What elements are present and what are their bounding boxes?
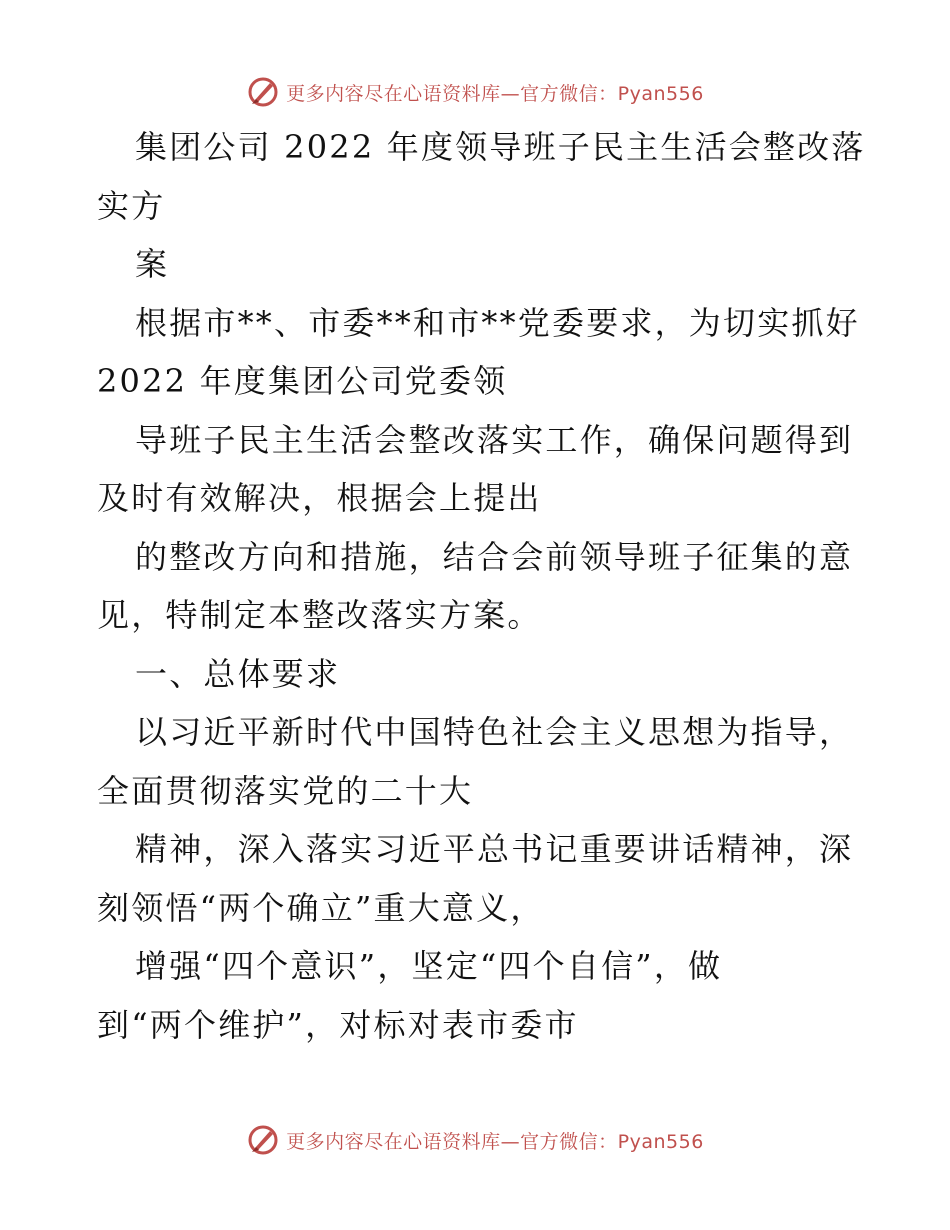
quill-pen-logo-icon [246,1123,280,1157]
paragraph-line: 增强“四个意识”，坚定“四个自信”，做 [135,947,723,985]
paragraph-line: 刻领悟“两个确立”重大意义， [97,888,545,927]
paragraph-line: 到“两个维护”，对标对表市委市 [97,1005,579,1044]
watermark-text: 更多内容尽在心语资料库—官方微信：Pyan556 [286,82,704,105]
paragraph-line: 见，特制定本整改落实方案。 [97,596,542,634]
title-line-2: 实方 [97,186,166,225]
title-line-1: 集团公司 2022 年度领导班子民主生活会整改落 [135,128,866,166]
quill-pen-logo-icon [246,75,280,109]
section-heading: 一、总体要求 [135,654,341,693]
header-watermark [0,72,950,112]
paragraph-line: 全面贯彻落实党的二十大 [97,771,474,810]
paragraph-line: 2022 年度集团公司党委领 [97,362,508,400]
paragraph-line: 精神，深入落实习近平总书记重要讲话精神，深 [135,830,854,868]
paragraph-line: 及时有效解决，根据会上提出 [97,479,542,517]
document-body [97,118,866,1054]
paragraph-line: 导班子民主生活会整改落实工作，确保问题得到 [135,420,854,459]
footer-watermark [0,1120,950,1160]
title-line-3: 案 [135,245,170,283]
paragraph-line: 以习近平新时代中国特色社会主义思想为指导， [135,713,854,751]
paragraph-line: 的整改方向和措施，结合会前领导班子征集的意 [135,537,854,576]
watermark-text: 更多内容尽在心语资料库—官方微信：Pyan556 [286,1130,704,1153]
paragraph-line: 根据市**、市委**和市**党委要求，为切实抓好 [135,303,860,342]
